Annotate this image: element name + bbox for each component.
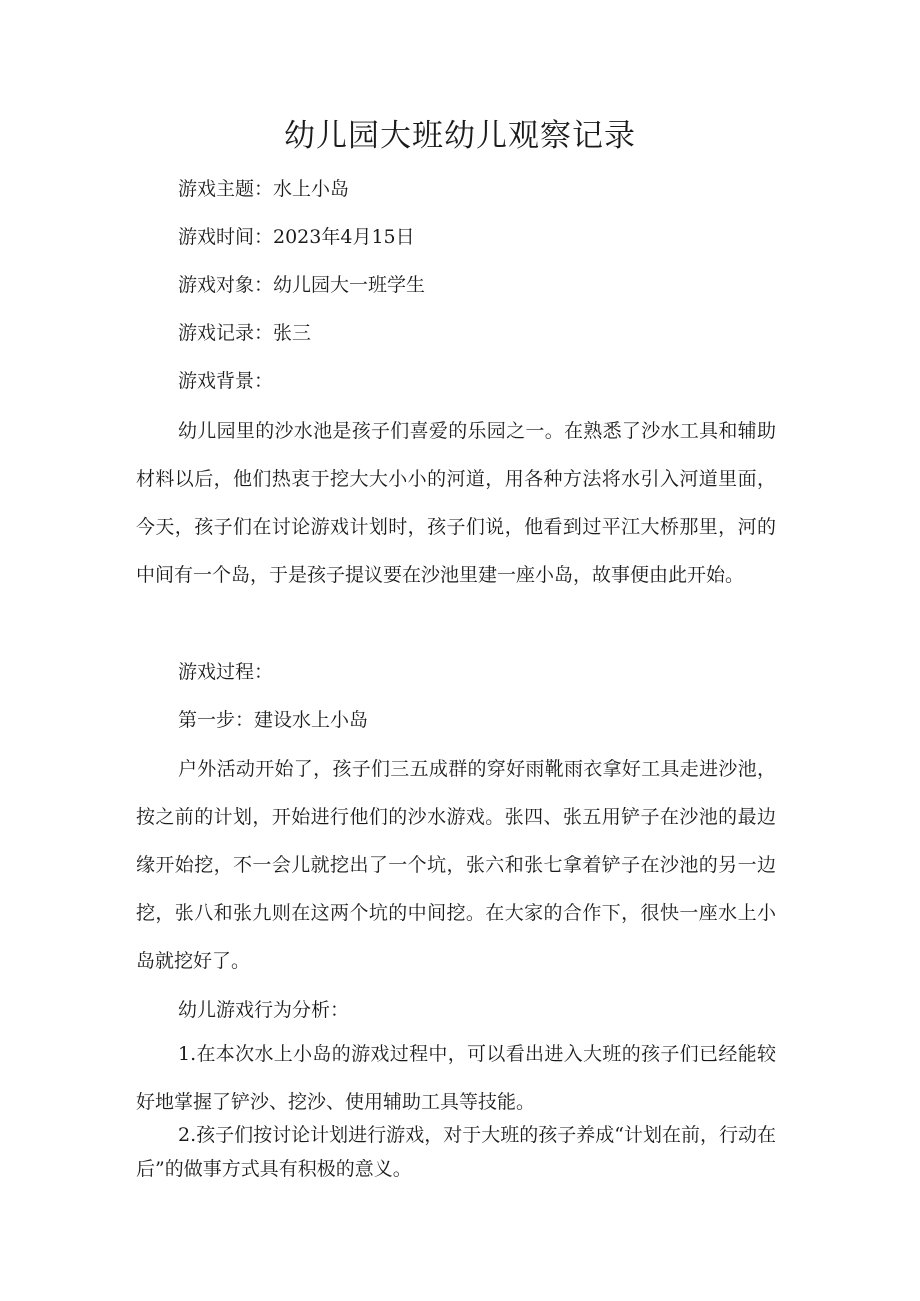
field-recorder: 游戏记录：张三 [178,322,312,344]
field-time: 游戏时间：2023年4月15日 [178,226,415,248]
field-background-label: 游戏背景： [178,370,274,392]
analysis-item-2: 2.孩子们按讨论计划进行游戏，对于大班的孩子养成“计划在前，行动在后”的做事方式具有积极的意义。 [136,1124,776,1180]
background-paragraph: 幼儿园里的沙水池是孩子们喜爱的乐园之一。在熟悉了沙水工具和辅助材料以后，他们热衷于挖大大小小的河道，用各种方法将水引入河道里面，今天，孩子们在讨论游戏计划时，孩子们说，他看到过平江大桥那里，河的中间有一个岛，于是孩子提议要在沙池里建一座小岛，故事便由此开始。 [136,420,776,586]
step1-label: 第一步：建设水上小岛 [178,709,369,731]
field-target: 游戏对象：幼儿园大一班学生 [178,274,426,296]
analysis-label: 幼儿游戏行为分析： [178,999,350,1021]
analysis-item-1: 1.在本次水上小岛的游戏过程中，可以看出进入大班的孩子们已经能较好地掌握了铲沙、挖沙、使用辅助工具等技能。 [136,1043,776,1113]
process-label: 游戏过程： [178,661,274,683]
document-title: 幼儿园大班幼儿观察记录 [284,118,636,154]
step1-paragraph: 户外活动开始了，孩子们三五成群的穿好雨靴雨衣拿好工具走进沙池，按之前的计划，开始进行他们的沙水游戏。张四、张五用铲子在沙池的最边缘开始挖，不一会儿就挖出了一个坑，张六和张七拿着铲子在沙池的另一边挖，张八和张九则在这两个坑的中间挖。在大家的合作下，很快一座水上小岛就挖好了。 [136,758,776,972]
field-theme: 游戏主题：水上小岛 [178,178,350,200]
